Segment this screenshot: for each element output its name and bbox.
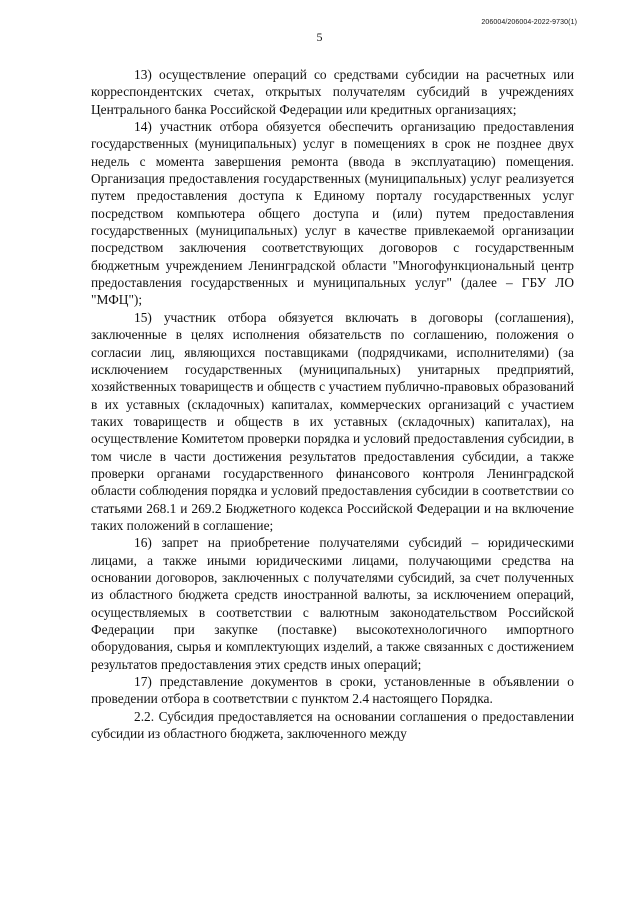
paragraph-item-17: 17) представление документов в сроки, установленные в объявлении о проведении отбора в соответствии с пунктом 2.4 настоящего Порядка. (91, 674, 574, 707)
paragraph-item-16: 16) запрет на приобретение получателями субсидий – юридическими лицами, а также иными юридическими лицами, получающими средства на основании договоров, заключенных с получателями субсидий, за счет полученных из областного бюджета средств иностранной валюты, за исключением операций, осуществляемых в соответствии с валютным законодательством Российской Федерации при закупке (поставке) высокотехнологичного импортного оборудования, сырья и комплектующих изделий, а также связанных с достижением результатов предоставления этих средств иных операций; (91, 535, 574, 672)
document-body (91, 66, 574, 742)
paragraph-item-13: 13) осуществление операций со средствами субсидии на расчетных или корреспондентских счетах, открытых получателям субсидий в учреждениях Центрального банка Российской Федерации или кредитных организациях; (91, 67, 574, 117)
paragraph-item-14: 14) участник отбора обязуется обеспечить организацию предоставления государственных (муниципальных) услуг в помещениях в срок не позднее двух недель с момента завершения ремонта (ввода в эксплуатацию) помещения. Организация предоставления государственных (муниципальных) услуг реализуется путем предоставления доступа к Единому порталу государственных услуг посредством компьютера общего доступа и (или) путем предоставления государственных (муниципальных) услуг в качестве привлекаемой организации посредством заключения соответствующих договоров с государственным бюджетным учреждением Ленинградской области "Многофункциональный центр предоставления государственных и муниципальных услуг" (далее – ГБУ ЛО "МФЦ"); (91, 119, 574, 308)
paragraph-item-15: 15) участник отбора обязуется включать в договоры (соглашения), заключенные в целях исполнения обязательств по соглашению, положения о согласии лиц, являющихся поставщиками (подрядчиками, исполнителями) (за исключением государственных (муниципальных) унитарных предприятий, хозяйственных товариществ и обществ с участием публично-правовых образований в их уставных (складочных) капиталах, коммерческих организаций с участием таких товариществ и обществ в их уставных (складочных) капиталах), на осуществление Комитетом проверки порядка и условий предоставления субсидии, в том числе в части достижения результатов предоставления субсидии, а также проверки органами государственного финансового контроля Ленинградской области соблюдения порядка и условий предоставления субсидии в соответствии со статьями 268.1 и 269.2 Бюджетного кодекса Российской Федерации и на включение таких положений в соглашение; (91, 309, 574, 533)
paragraph-section-2-2: 2.2. Субсидия предоставляется на основании соглашения о предоставлении субсидии из областного бюджета, заключенного между (91, 708, 574, 742)
page-number: 5 (316, 30, 323, 44)
document-id: 206004/206004-2022-9730(1) (481, 19, 577, 26)
